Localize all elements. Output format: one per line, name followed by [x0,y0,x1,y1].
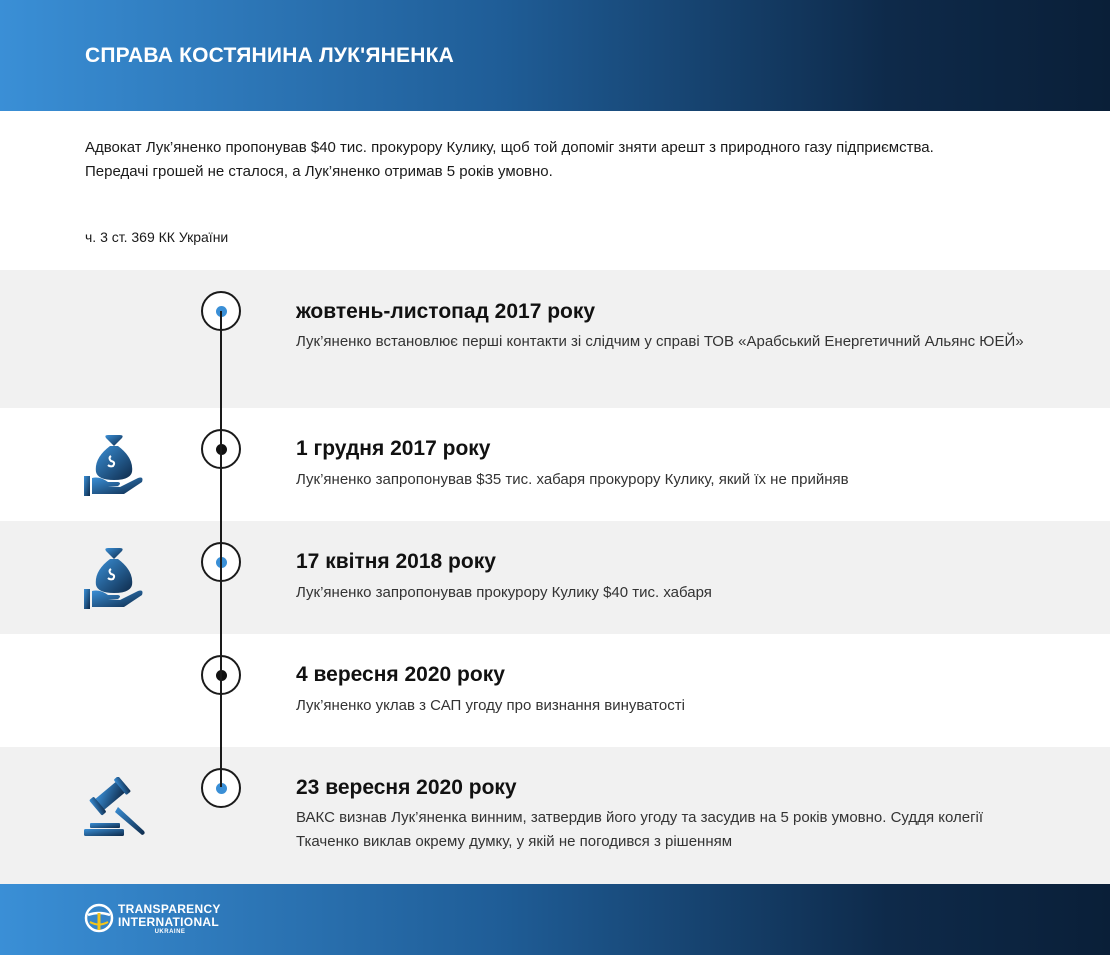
event-description: ВАКС визнав Лук’яненка винним, затвердив його угоду та засудив на 5 років умовно. Суддя колегії Ткаченко виклав окрему думку, у якій не погодився з рішенням [296,809,984,850]
timeline-event-3 [0,521,1110,634]
event-date: жовтень-листопад 2017 року [296,300,596,323]
case-summary: Адвокат Лук’яненко пропонував $40 тис. прокурору Кулику, щоб той допоміг зняти арешт з природного газу підприємства. Передачі грошей не сталося, а Лук’яненко отримав 5 років умовно. [85,139,934,180]
money-bag-hand-icon [84,545,146,611]
logo-text-transparency: TRANSPARENCY [118,902,221,916]
ti-logo-icon [84,903,114,933]
event-description: Лук’яненко запропонував $35 тис. хабаря прокурору Кулику, який їх не прийняв [296,471,849,488]
timeline-event-1 [0,270,1110,408]
event-date: 4 вересня 2020 року [296,663,505,686]
timeline-event-5 [0,747,1110,884]
logo-text-ukraine: UKRAINE [154,929,186,935]
event-description: Лук’яненко уклав з САП угоду про визнання винуватості [296,697,685,714]
transparency-international-logo [84,902,244,942]
timeline [0,270,1110,884]
header-banner [0,0,1110,111]
timeline-line [220,311,222,787]
page-title: СПРАВА КОСТЯНИНА ЛУК'ЯНЕНКА [85,44,454,67]
money-bag-hand-icon [84,432,146,498]
event-date: 23 вересня 2020 року [296,776,517,799]
event-description: Лук’яненко встановлює перші контакти зі слідчим у справі ТОВ «Арабський Енергетичний Альянс ЮЕЙ» [296,333,1024,350]
gavel-icon [84,777,148,837]
logo-text-international: INTERNATIONAL [118,915,220,929]
event-date: 1 грудня 2017 року [296,437,491,460]
event-date: 17 квітня 2018 року [296,550,496,573]
event-description: Лук’яненко запропонував прокурору Кулику $40 тис. хабаря [296,584,712,601]
criminal-code-article: ч. 3 ст. 369 КК України [85,229,229,245]
timeline-event-2 [0,408,1110,521]
timeline-event-4 [0,634,1110,747]
